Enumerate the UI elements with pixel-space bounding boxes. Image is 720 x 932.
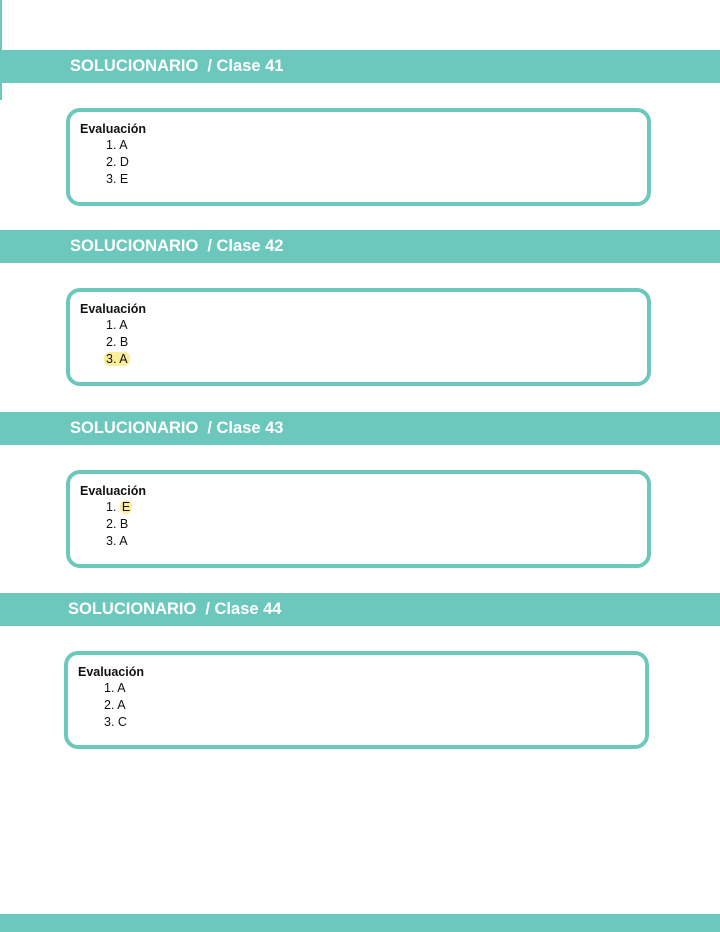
answer-item: 3. E — [106, 172, 129, 186]
answer-value: E — [119, 172, 129, 186]
section-header-label: SOLUCIONARIO — [70, 237, 199, 255]
box-title: Evaluación — [80, 484, 146, 498]
answer-list — [80, 499, 647, 550]
answer-item: 2. D — [106, 155, 129, 169]
answer-value: A — [119, 318, 128, 332]
section-header-class: / Clase 43 — [207, 419, 284, 437]
answer-item: 1. A — [106, 318, 128, 332]
answer-list — [80, 137, 647, 188]
answer-list — [80, 317, 647, 368]
section-header-clase-43 — [0, 412, 720, 445]
answer-item: 1. A — [106, 138, 128, 152]
section-header-class: / Clase 42 — [207, 237, 284, 255]
box-title: Evaluación — [80, 122, 146, 136]
footer-bar — [0, 914, 720, 932]
answer-value: A — [117, 681, 126, 695]
answer-value: D — [119, 155, 129, 169]
section-header-clase-42 — [0, 230, 720, 263]
answer-box-clase-41 — [66, 108, 651, 206]
answer-value: B — [119, 517, 129, 531]
answer-value: A — [119, 534, 128, 548]
answer-item: 1. E — [106, 500, 131, 514]
section-header-label: SOLUCIONARIO — [70, 419, 199, 437]
answer-item: 3. A — [106, 534, 128, 548]
section-header-clase-44 — [0, 593, 720, 626]
section-header-label: SOLUCIONARIO — [68, 600, 197, 618]
section-header-class: / Clase 44 — [205, 600, 282, 618]
answer-item: 1. A — [104, 681, 126, 695]
answer-value: A — [119, 352, 128, 366]
section-header-class: / Clase 41 — [207, 57, 284, 75]
answer-item: 2. B — [106, 517, 129, 531]
answer-value: E — [121, 500, 131, 514]
answer-box-clase-44 — [64, 651, 649, 749]
answer-value: B — [119, 335, 129, 349]
answer-highlight: 3. A — [106, 352, 128, 366]
section-header-clase-41 — [0, 50, 720, 83]
answer-value: A — [119, 138, 128, 152]
box-title: Evaluación — [80, 302, 146, 316]
answer-value: A — [117, 698, 126, 712]
section-header-label: SOLUCIONARIO — [70, 57, 199, 75]
answer-box-clase-42 — [66, 288, 651, 386]
answer-value: C — [117, 715, 127, 729]
answer-item: 2. A — [104, 698, 126, 712]
answer-item: 2. B — [106, 335, 129, 349]
answer-item: 3. C — [104, 715, 127, 729]
answer-list — [78, 680, 645, 731]
box-title: Evaluación — [78, 665, 144, 679]
answer-item — [106, 351, 647, 368]
answer-box-clase-43 — [66, 470, 651, 568]
